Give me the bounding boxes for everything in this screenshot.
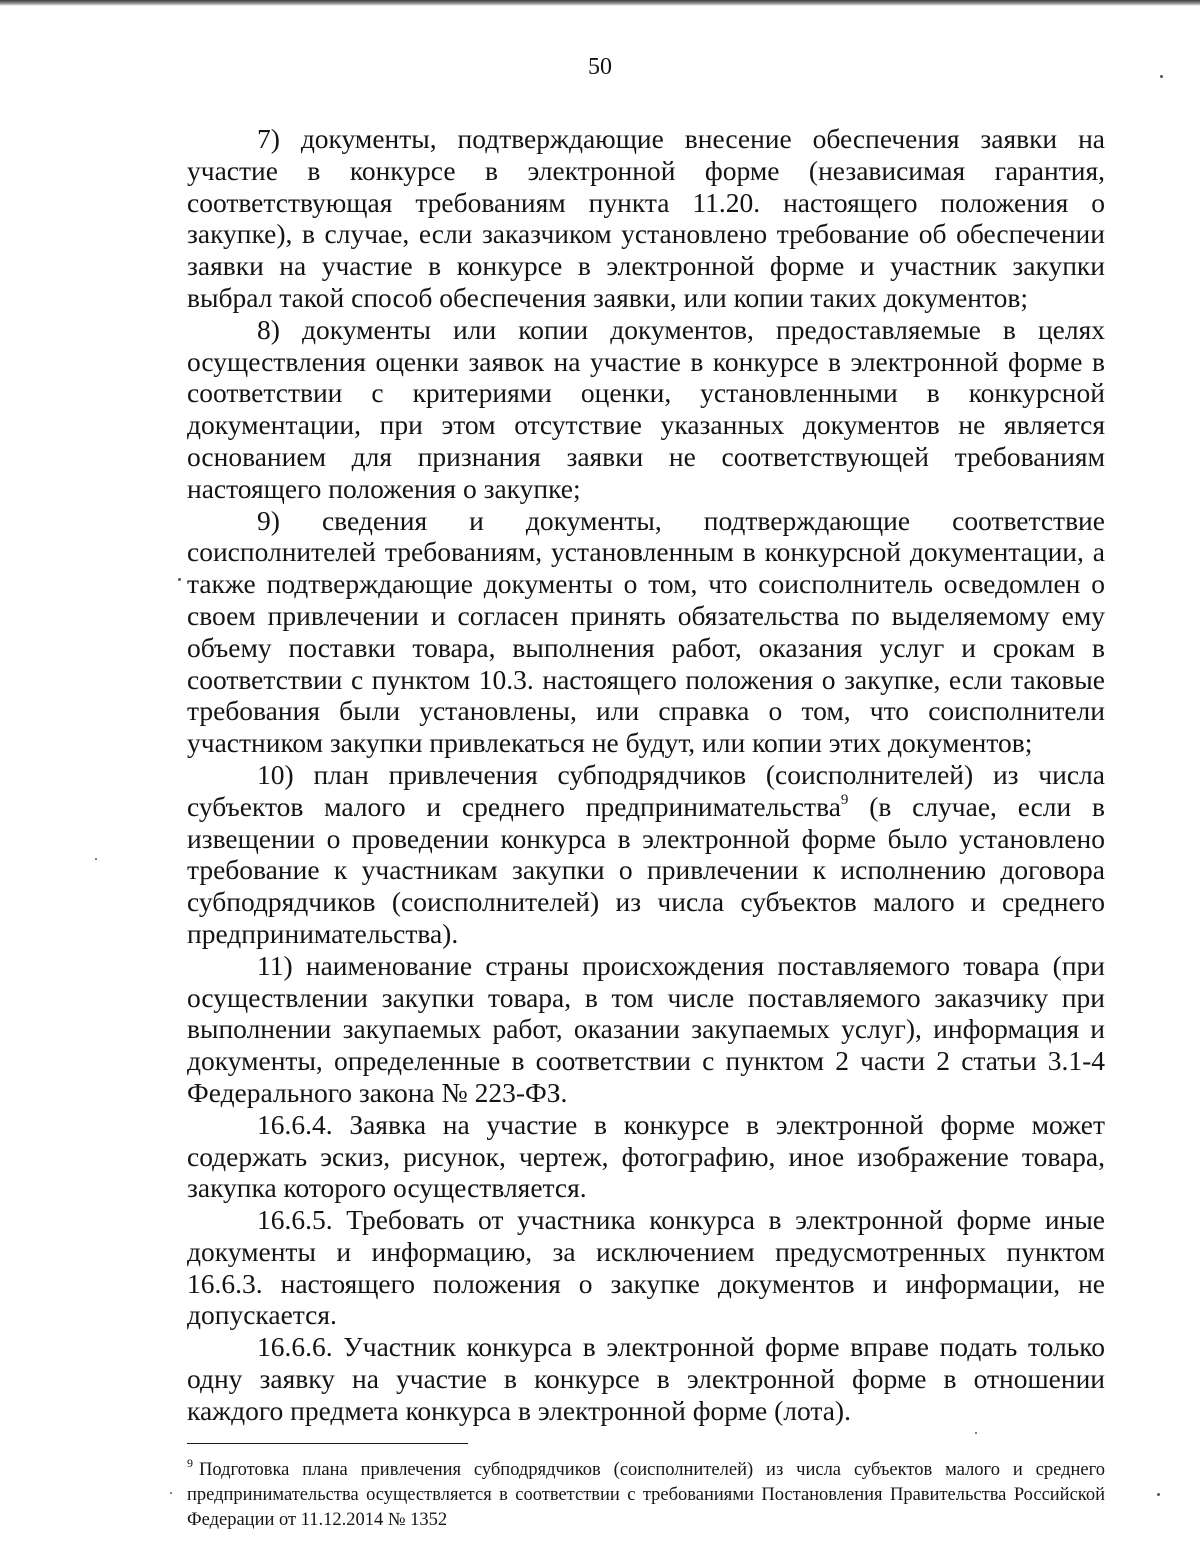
paragraph-item-8: 8) документы или копии документов, предоставляемые в целях осуществления оценки заявок на участие в конкурсе в электронной форме в соответствии с критериями оценки, установленными в конкурсной документации, при этом отсутствие указанных документов не является основанием для признания заявки не соответствующей требованиям настоящего положения о закупке;: [187, 313, 1105, 504]
paragraph-item-10: [187, 759, 1105, 950]
paragraph-item-9: 9) сведения и документы, подтверждающие соответствие соисполнителей требованиям, установленным в конкурсной документации, а также подтверждающие документы о том, что соисполнитель осведомлен о своем привлечении и согласен принять обязательства по выделяемому ему объему поставки товара, выполнения работ, оказания услуг и срокам в соответствии с пунктом 10.3. настоящего положения о закупке, если таковые требования были установлены, или справка о том, что соисполнители участником закупки привлекаться не будут, или копии этих документов;: [187, 504, 1105, 759]
scan-speck: [1157, 1493, 1160, 1496]
paragraph-item-10-continuation: (в случае, если в извещении о проведении конкурса в электронной форме было установлено требование к участникам закупки о привлечении к исполнению договора субподрядчиков (соисполнителей) из числа субъектов малого и среднего предпринимательства).: [187, 790, 1105, 949]
footnote-marker: 9: [187, 1455, 193, 1470]
document-body: [187, 123, 1105, 1427]
footnote: [187, 1455, 1105, 1533]
scan-speck: [975, 1432, 977, 1434]
page-number: 50: [588, 54, 612, 80]
paragraph-16-6-4: 16.6.4. Заявка на участие в конкурсе в электронной форме может содержать эскиз, рисунок, чертеж, фотографию, иное изображение товара, закупка которого осуществляется.: [187, 1108, 1105, 1204]
paragraph-item-10-text: 10) план привлечения субподрядчиков (соисполнителей) из числа субъектов малого и среднего предпринимательства: [187, 758, 1105, 822]
paragraph-item-7: 7) документы, подтверждающие внесение обеспечения заявки на участие в конкурсе в электронной форме (независимая гарантия, соответствующая требованиям пункта 11.20. настоящего положения о закупке), в случае, если заказчиком установлено требование об обеспечении заявки на участие в конкурсе в электронной форме и участник закупки выбрал такой способ обеспечения заявки, или копии таких документов;: [187, 123, 1105, 313]
scan-speck: [95, 858, 97, 860]
scan-speck: [1160, 75, 1163, 78]
scan-top-edge: [0, 0, 1200, 6]
scan-speck: [170, 1492, 172, 1494]
footnote-separator: [187, 1443, 468, 1444]
paragraph-16-6-5: 16.6.5. Требовать от участника конкурса в электронной форме иные документы и информацию, за исключением предусмотренных пунктом 16.6.3. настоящего положения о закупке документов и информации, не допускается.: [187, 1204, 1105, 1331]
footnote-reference: 9: [840, 791, 849, 808]
paragraph-item-11: 11) наименование страны происхождения поставляемого товара (при осуществлении закупки товара, в том числе поставляемого заказчику при выполнении закупаемых работ, оказании закупаемых услуг), информация и документы, определенные в соответствии с пунктом 2 части 2 статьи 3.1-4 Федерального закона № 223-ФЗ.: [187, 949, 1105, 1108]
paragraph-16-6-6: 16.6.6. Участник конкурса в электронной форме вправе подать только одну заявку на участие в конкурсе в электронной форме в отношении каждого предмета конкурса в электронной форме (лота).: [187, 1331, 1105, 1426]
footnote-text: Подготовка плана привлечения субподрядчиков (соисполнителей) из числа субъектов малого и среднего предпринимательства осуществляется в соответствии с требованиями Постановления Правительства Российской Федерации от 11.12.2014 № 1352: [187, 1460, 1105, 1530]
scan-speck: [178, 578, 181, 581]
